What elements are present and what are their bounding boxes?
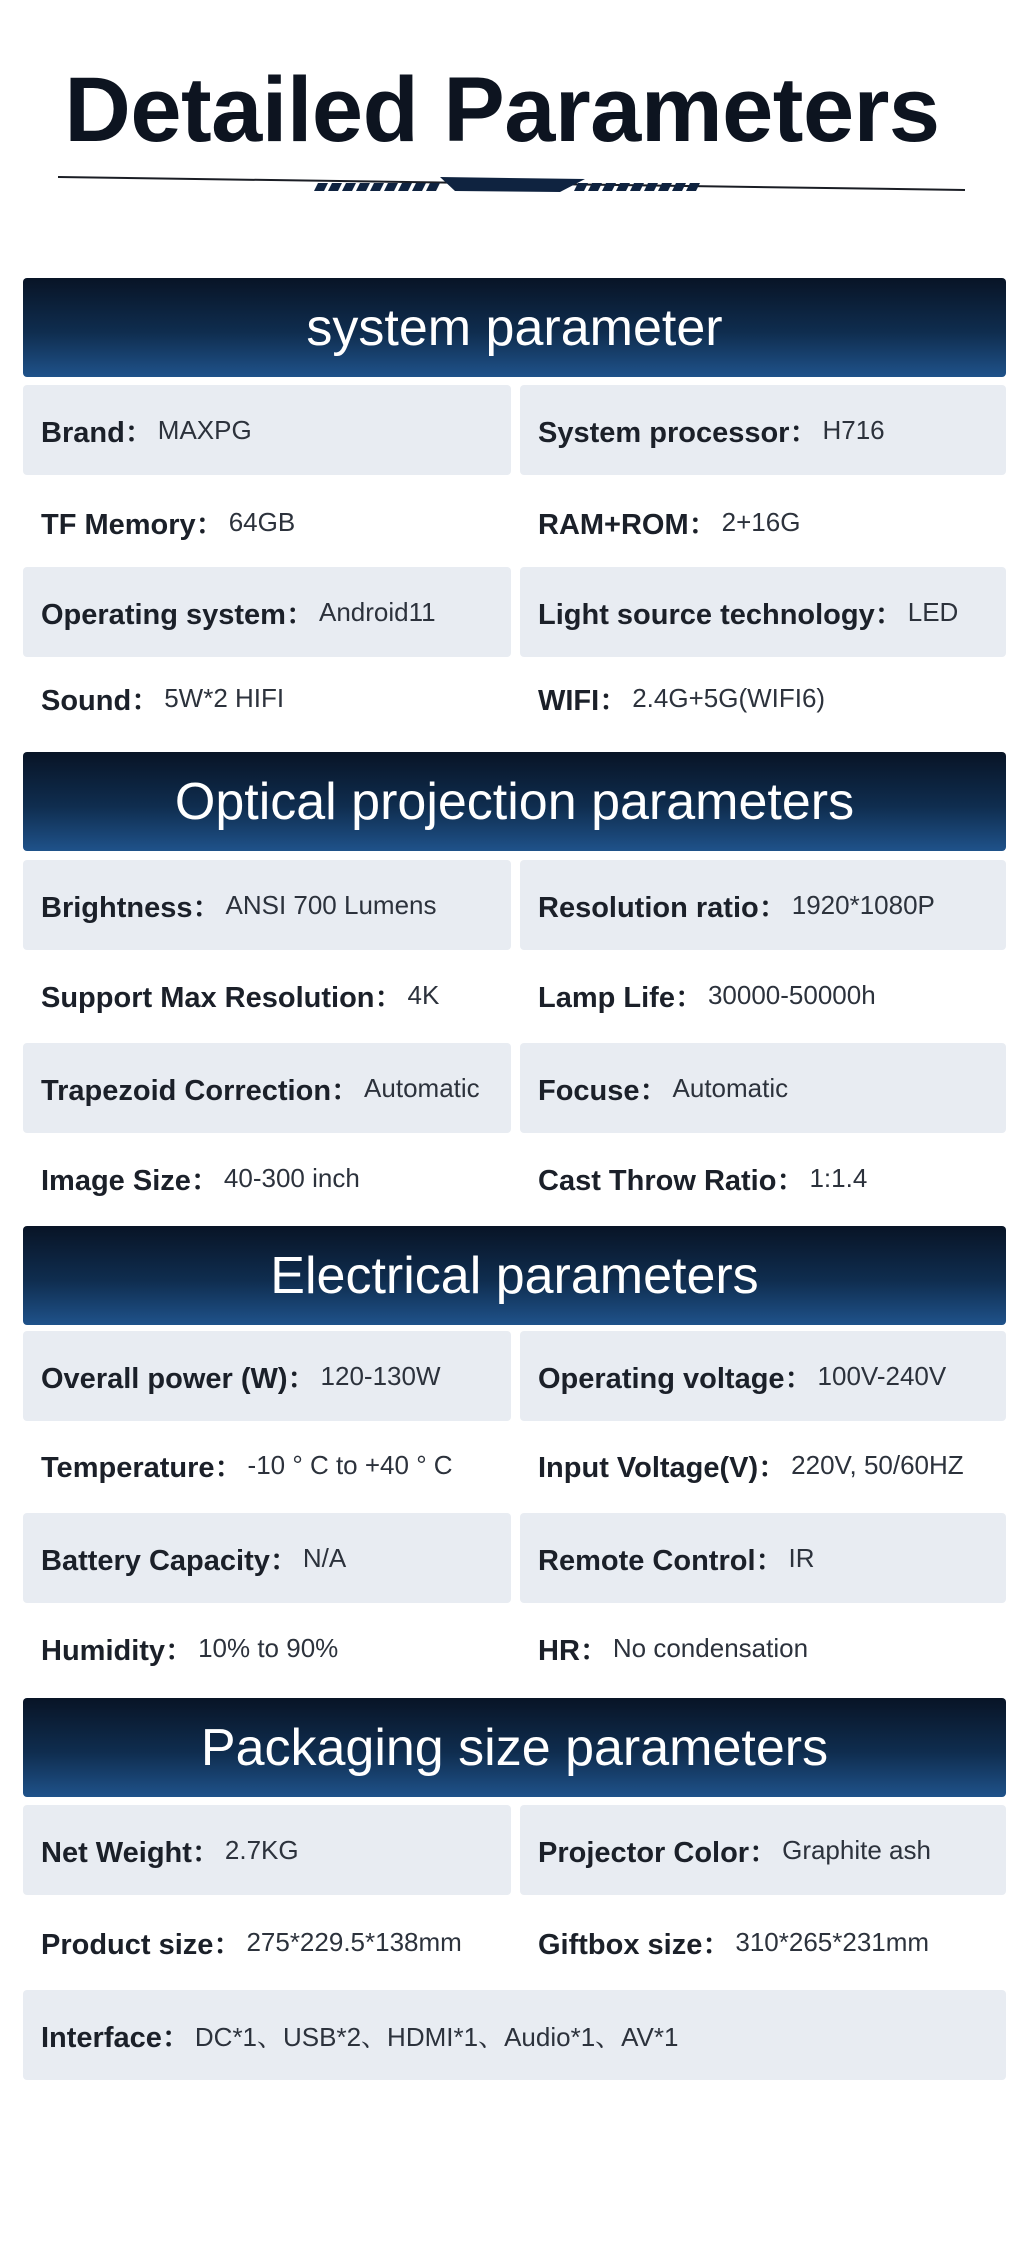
param-cell (23, 1603, 511, 1693)
param-value: IR (788, 1542, 815, 1573)
param-value: Automatic (672, 1072, 789, 1103)
param-value: 275*229.5*138mm (246, 1926, 462, 1957)
param-value: 1920*1080P (791, 889, 935, 920)
param-label: Battery Capacity： (41, 1544, 299, 1577)
param-value: 64GB (228, 506, 296, 537)
param-value: 10% to 90% (198, 1632, 339, 1663)
page-title: Detailed Parameters (64, 59, 940, 161)
param-label: Temperature： (41, 1451, 244, 1484)
param-cell (520, 1513, 1006, 1603)
param-value: 1:1.4 (809, 1162, 868, 1193)
param-value: H716 (822, 414, 885, 445)
section-header-optical: Optical projection parameters (23, 752, 1006, 851)
param-label: Net Weight： (41, 1836, 221, 1869)
param-value: 2+16G (721, 506, 801, 537)
param-label: Product size： (41, 1928, 243, 1961)
param-label: Input Voltage(V)： (538, 1451, 788, 1484)
param-label: Trapezoid Correction： (41, 1074, 361, 1107)
param-cell (23, 1133, 511, 1223)
param-cell (520, 1897, 1006, 1987)
param-cell (520, 1805, 1006, 1895)
param-value: 30000-50000h (707, 979, 876, 1010)
param-label: Remote Control： (538, 1544, 785, 1577)
param-label: Interface： (41, 2021, 191, 2054)
param-value: 100V-240V (817, 1360, 947, 1391)
param-cell (23, 477, 511, 567)
param-value: -10 ° C to +40 ° C (247, 1449, 453, 1480)
param-cell (23, 1420, 511, 1510)
param-label: Support Max Resolution： (41, 981, 404, 1014)
param-value: 5W*2 HIFI (164, 682, 285, 713)
param-value: No condensation (612, 1632, 809, 1663)
param-cell (520, 950, 1006, 1040)
param-value: 2.4G+5G(WIFI6) (632, 682, 826, 713)
param-value: N/A (302, 1542, 347, 1573)
param-label: Resolution ratio： (538, 891, 788, 924)
param-cell (520, 1331, 1006, 1421)
param-label: HR： (538, 1634, 609, 1667)
param-label: Light source technology： (538, 598, 904, 631)
param-label: Projector Color： (538, 1836, 779, 1869)
param-cell (23, 567, 511, 657)
param-cell (23, 1331, 511, 1421)
param-cell (23, 385, 511, 475)
param-cell (520, 653, 1006, 743)
param-cell (520, 1420, 1006, 1510)
param-label: Focuse： (538, 1074, 669, 1107)
param-label: Sound： (41, 684, 161, 717)
param-label: Image Size： (41, 1164, 220, 1197)
title-divider (0, 160, 1024, 200)
param-label: Brightness： (41, 891, 222, 924)
param-value: 40-300 inch (223, 1162, 360, 1193)
param-label: TF Memory： (41, 508, 225, 541)
param-label: RAM+ROM： (538, 508, 718, 541)
param-value: DC*1、USB*2、HDMI*1、Audio*1、AV*1 (194, 2021, 679, 2052)
param-cell (520, 385, 1006, 475)
param-label: Brand： (41, 416, 154, 449)
param-cell (23, 653, 511, 743)
param-value: ANSI 700 Lumens (225, 889, 437, 920)
param-cell (520, 860, 1006, 950)
param-cell (520, 567, 1006, 657)
param-cell (23, 1043, 511, 1133)
param-cell (23, 1805, 511, 1895)
param-value: LED (907, 596, 959, 627)
param-value: Android11 (318, 596, 436, 627)
param-label: Operating system： (41, 598, 315, 631)
param-cell (23, 1513, 511, 1603)
param-label: Humidity： (41, 1634, 195, 1667)
param-label: Giftbox size： (538, 1928, 732, 1961)
param-value: MAXPG (157, 414, 252, 445)
param-label: Overall power (W)： (41, 1362, 317, 1395)
param-label: System processor： (538, 416, 819, 449)
param-value: Graphite ash (782, 1834, 931, 1865)
param-cell (520, 1043, 1006, 1133)
param-label: WIFI： (538, 684, 629, 717)
param-cell (520, 1133, 1006, 1223)
section-header-electrical: Electrical parameters (23, 1226, 1006, 1325)
param-cell (23, 860, 511, 950)
param-value: Automatic (364, 1072, 480, 1103)
param-label: Lamp Life： (538, 981, 704, 1014)
param-value: 310*265*231mm (735, 1926, 930, 1957)
param-value: 2.7KG (224, 1834, 299, 1865)
param-label: Operating voltage： (538, 1362, 814, 1395)
param-cell (23, 950, 511, 1040)
section-header-packaging: Packaging size parameters (23, 1698, 1006, 1797)
param-value: 120-130W (320, 1360, 441, 1391)
param-cell-interface (23, 1990, 1006, 2080)
param-cell (520, 1603, 1006, 1693)
param-value: 220V, 50/60HZ (791, 1449, 964, 1480)
param-cell (520, 477, 1006, 567)
param-value: 4K (407, 979, 440, 1010)
param-label: Cast Throw Ratio： (538, 1164, 806, 1197)
param-cell (23, 1897, 511, 1987)
section-header-system: system parameter (23, 278, 1006, 377)
